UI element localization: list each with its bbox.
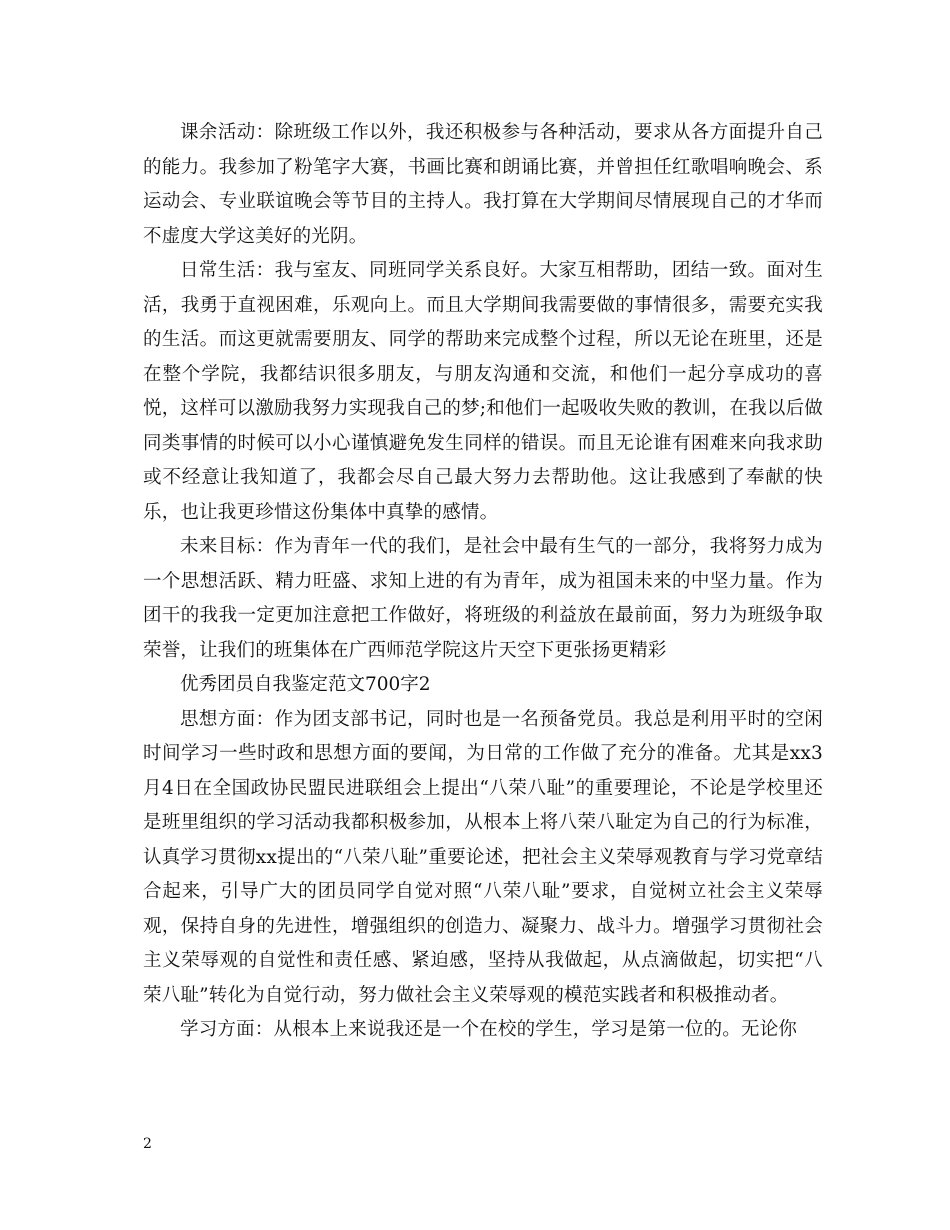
- paragraph-extracurricular: 课余活动：除班级工作以外，我还积极参与各种活动，要求从各方面提升自己的能力。我参加了粉笔字大赛，书画比赛和朗诵比赛，并曾担任红歌唱响晚会、系运动会、专业联谊晚会等节目的主持人。我打算在大学期间尽情展现自己的才华而不虚度大学这美好的光阴。: [143, 122, 823, 247]
- paragraph-ideology: 思想方面：作为团支部书记，同时也是一名预备党员。我总是利用平时的空闲时间学习一些时政和思想方面的要闻，为日常的工作做了充分的准备。尤其是xx3月4日在全国政协民盟民进联组会上提出“八荣八耻”的重要理论，不论是学校里还是班里组织的学习活动我都积极参加，从根本上将八荣八耻定为自己的行为标准，认真学习贯彻xx提出的“八荣八耻”重要论述，把社会主义荣辱观教育与学习党章结合起来，引导广大的团员同学自觉对照“八荣八耻”要求，自觉树立社会主义荣辱观，保持自身的先进性，增强组织的创造力、凝聚力、战斗力。增强学习贯彻社会主义荣辱观的自觉性和责任感、紧迫感，坚持从我做起，从点滴做起，切实把“八荣八耻”转化为自觉行动，努力做社会主义荣辱观的模范实践者和积极推动者。: [143, 708, 823, 1006]
- section-title: 优秀团员自我鉴定范文700字2: [180, 674, 431, 695]
- paragraph-study: 学习方面：从根本上来说我还是一个在校的学生，学习是第一位的。无论你: [180, 1019, 798, 1040]
- document-body: [143, 116, 823, 1048]
- page-number: 2: [143, 1136, 152, 1152]
- paragraph-future-goals: 未来目标：作为青年一代的我们，是社会中最有生气的一部分，我将努力成为一个思想活跃、精力旺盛、求知上进的有为青年，成为祖国未来的中坚力量。作为团干的我我一定更加注意把工作做好，将班级的利益放在最前面，努力为班级争取荣誉，让我们的班集体在广西师范学院这片天空下更张扬更精彩: [143, 536, 823, 661]
- paragraph-daily-life: 日常生活：我与室友、同班同学关系良好。大家互相帮助，团结一致。面对生活，我勇于直视困难，乐观向上。而且大学期间我需要做的事情很多，需要充实我的生活。而这更就需要朋友、同学的帮助来完成整个过程，所以无论在班里，还是在整个学院，我都结识很多朋友，与朋友沟通和交流，和他们一起分享成功的喜悦，这样可以激励我努力实现我自己的梦;和他们一起吸收失败的教训，在我以后做同类事情的时候可以小心谨慎避免发生同样的错误。而且无论谁有困难来向我求助或不经意让我知道了，我都会尽自己最大努力去帮助他。这让我感到了奉献的快乐，也让我更珍惜这份集体中真挚的感情。: [143, 260, 823, 523]
